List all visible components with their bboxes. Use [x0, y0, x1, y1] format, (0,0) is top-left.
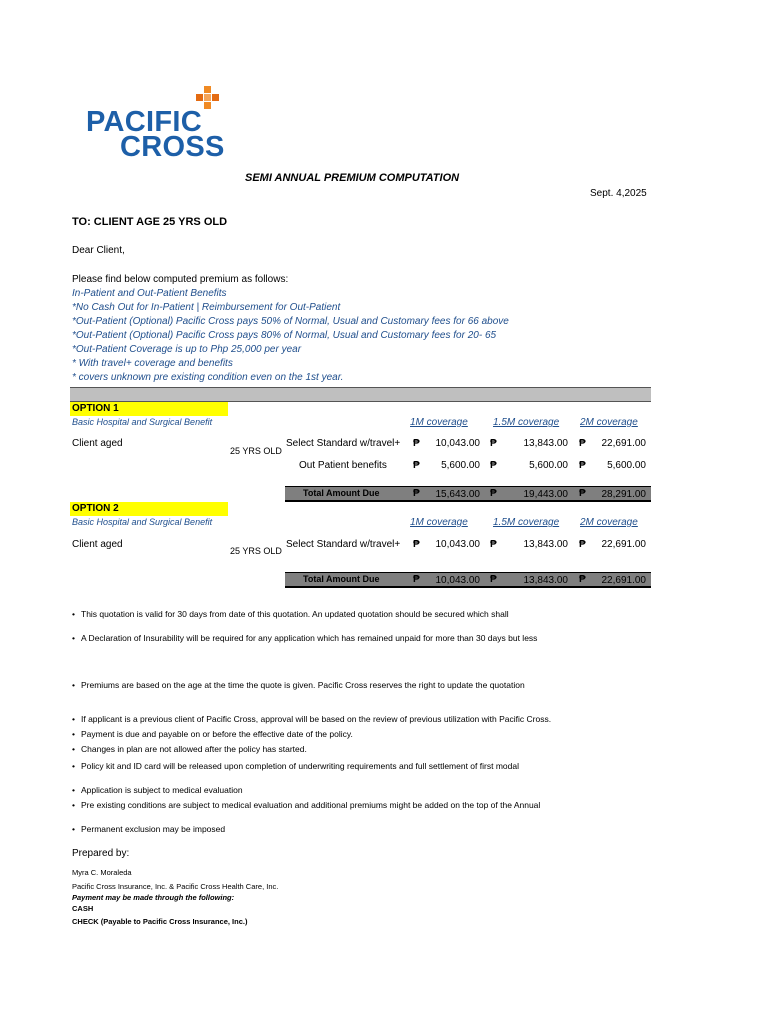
- total-value: 15,643.00: [435, 489, 480, 500]
- benefit-line: *Out-Patient Coverage is up to Php 25,000 per year: [72, 344, 302, 355]
- logo-line-1: PACIFIC: [86, 106, 202, 138]
- total-value: 13,843.00: [523, 575, 568, 586]
- client-aged-label: Client aged: [72, 438, 123, 449]
- total-value: 10,043.00: [435, 575, 480, 586]
- option-2-benefit-label: Basic Hospital and Surgical Benefit: [72, 517, 213, 527]
- logo-line-2: CROSS: [120, 131, 225, 163]
- coverage-header-2m: 2M coverage: [580, 417, 638, 428]
- premium-value: 22,691.00: [601, 438, 646, 449]
- benefit-line: In-Patient and Out-Patient Benefits: [72, 288, 227, 299]
- peso-sign: ₱: [579, 460, 586, 471]
- total-value: 28,291.00: [601, 489, 646, 500]
- peso-sign: ₱: [579, 539, 586, 550]
- note-item: • Pre existing conditions are subject to medical evaluation and additional premiums might be added on the top of the Annual: [72, 800, 541, 810]
- peso-sign: ₱: [413, 460, 420, 471]
- note-item: • Changes in plan are not allowed after the policy has started.: [72, 744, 307, 754]
- peso-sign: ₱: [413, 488, 420, 499]
- note-item: • Policy kit and ID card will be released upon completion of underwriting requirements and full settlement of first modal: [72, 761, 519, 771]
- coverage-header-1m: 1M coverage: [410, 417, 468, 428]
- option-1-benefit-label: Basic Hospital and Surgical Benefit: [72, 417, 213, 427]
- page-title: SEMI ANNUAL PREMIUM COMPUTATION: [245, 172, 460, 184]
- peso-sign: ₱: [490, 488, 497, 499]
- peso-sign: ₱: [413, 539, 420, 550]
- note-item: • Premiums are based on the age at the time the quote is given. Pacific Cross reserves the right to update the quotation: [72, 680, 525, 690]
- section-divider: [70, 387, 651, 402]
- peso-sign: ₱: [413, 438, 420, 449]
- benefit-line: *No Cash Out for In-Patient | Reimbursement for Out-Patient: [72, 302, 341, 313]
- intro-text: Please find below computed premium as follows:: [72, 274, 289, 285]
- peso-sign: ₱: [413, 574, 420, 585]
- premium-value: 10,043.00: [435, 539, 480, 550]
- note-item: • Payment is due and payable on or before the effective date of the policy.: [72, 729, 353, 739]
- quote-date: Sept. 4,2025: [590, 188, 647, 199]
- recipient-line: TO: CLIENT AGE 25 YRS OLD: [72, 216, 228, 228]
- peso-sign: ₱: [490, 460, 497, 471]
- prepared-by-label: Prepared by:: [72, 848, 130, 859]
- option-1-tag: OPTION 1: [70, 402, 228, 416]
- client-age-value: 25 YRS OLD: [230, 546, 282, 556]
- plan-row-label: Select Standard w/travel+: [286, 438, 401, 449]
- note-item: • If applicant is a previous client of Pacific Cross, approval will be based on the review of previous utilization with Pacific Cross.: [72, 714, 552, 724]
- peso-sign: ₱: [490, 574, 497, 585]
- benefit-line: *Out-Patient (Optional) Pacific Cross pays 50% of Normal, Usual and Customary fees for 66 above: [72, 316, 509, 327]
- peso-sign: ₱: [490, 539, 497, 550]
- note-item: • This quotation is valid for 30 days from date of this quotation. An updated quotation should be secured which shall: [72, 609, 509, 619]
- coverage-header-1-5m: 1.5M coverage: [493, 417, 560, 428]
- peso-sign: ₱: [579, 574, 586, 585]
- premium-value: 13,843.00: [523, 438, 568, 449]
- premium-value: 5,600.00: [607, 460, 646, 471]
- premium-value: 22,691.00: [601, 539, 646, 550]
- premium-value: 5,600.00: [441, 460, 480, 471]
- preparer-name: Myra C. Moraleda: [72, 868, 132, 877]
- payment-heading: Payment may be made through the following:: [72, 893, 235, 902]
- plan-row-label: Out Patient benefits: [299, 460, 387, 471]
- total-value: 19,443.00: [523, 489, 568, 500]
- premium-value: 10,043.00: [435, 438, 480, 449]
- benefit-line: *Out-Patient (Optional) Pacific Cross pays 80% of Normal, Usual and Customary fees for 20- 65: [72, 330, 497, 341]
- peso-sign: ₱: [579, 438, 586, 449]
- total-label: Total Amount Due: [303, 488, 380, 498]
- coverage-header-1m: 1M coverage: [410, 517, 468, 528]
- peso-sign: ₱: [490, 438, 497, 449]
- client-age-value: 25 YRS OLD: [230, 446, 282, 456]
- note-item: • Permanent exclusion may be imposed: [72, 824, 226, 834]
- plan-row-label: Select Standard w/travel+: [286, 539, 401, 550]
- client-aged-label: Client aged: [72, 539, 123, 550]
- option-2-tag: OPTION 2: [70, 502, 228, 516]
- peso-sign: ₱: [579, 488, 586, 499]
- note-item: • A Declaration of Insurability will be required for any application which has remained unpaid for more than 30 days but less: [72, 633, 538, 643]
- coverage-header-2m: 2M coverage: [580, 517, 638, 528]
- benefit-line: * With travel+ coverage and benefits: [72, 358, 233, 369]
- benefit-line: * covers unknown pre existing condition even on the 1st year.: [72, 372, 344, 383]
- company-name: Pacific Cross Insurance, Inc. & Pacific Cross Health Care, Inc.: [72, 882, 279, 891]
- total-value: 22,691.00: [601, 575, 646, 586]
- logo-cross-icon: [196, 86, 226, 116]
- payment-method: CASH: [72, 904, 94, 913]
- coverage-header-1-5m: 1.5M coverage: [493, 517, 560, 528]
- payment-method: CHECK (Payable to Pacific Cross Insurance, Inc.): [72, 917, 248, 926]
- premium-value: 13,843.00: [523, 539, 568, 550]
- note-item: • Application is subject to medical evaluation: [72, 785, 243, 795]
- greeting: Dear Client,: [72, 245, 125, 256]
- total-label: Total Amount Due: [303, 574, 380, 584]
- premium-value: 5,600.00: [529, 460, 568, 471]
